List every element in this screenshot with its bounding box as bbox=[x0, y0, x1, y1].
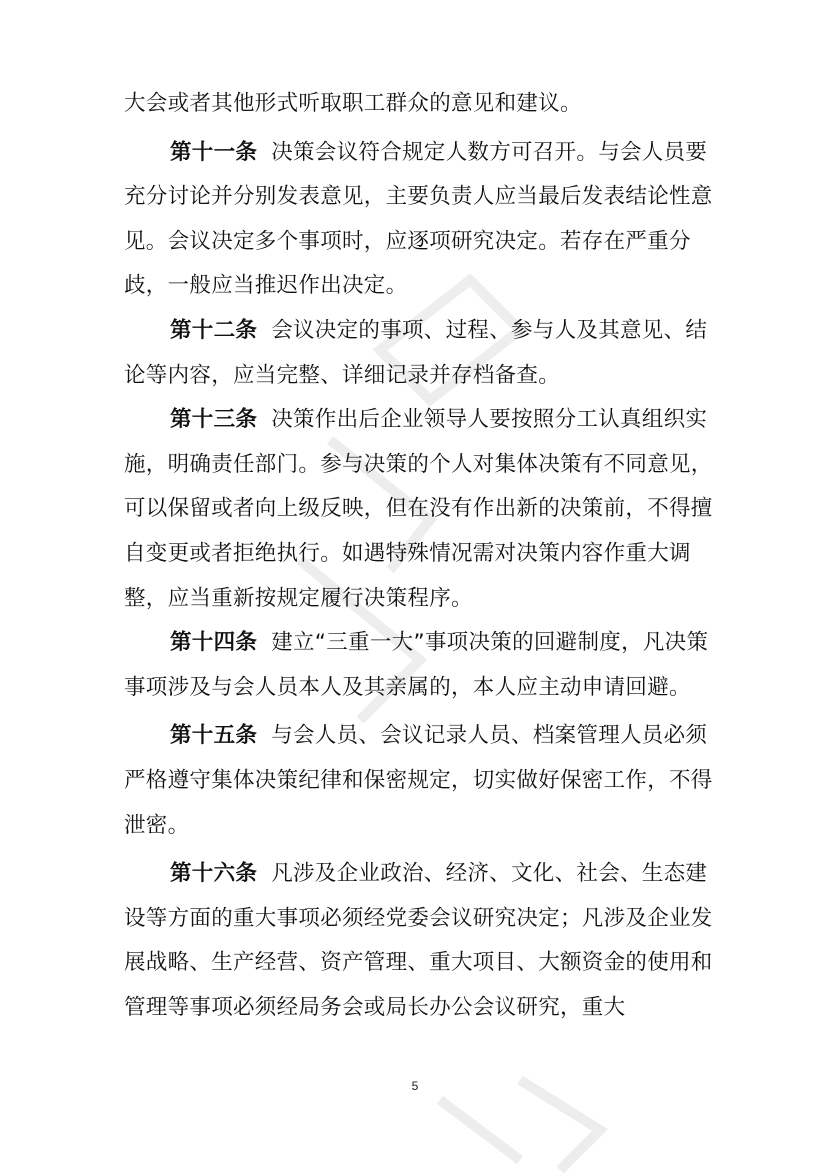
article-text: 与会人员、会议记录人员、档案管理人员必须严格遵守集体决策纪律和保密规定，切实做好保密工作，不得泄密。 bbox=[124, 723, 713, 838]
paragraph-continuation bbox=[124, 82, 714, 127]
article-11 bbox=[124, 131, 714, 309]
article-label: 第十一条 bbox=[170, 139, 258, 165]
article-text: 建立“三重一大”事项决策的回避制度，凡决策事项涉及与会人员本人及其亲属的，本人应主动申请回避。 bbox=[124, 630, 709, 700]
article-text: 凡涉及企业政治、经济、文化、社会、生态建设等方面的重大事项必须经党委会议研究决定；凡涉及企业发展战略、生产经营、资产管理、重大项目、大额资金的使用和管理等事项必须经局务会或局长办公会议研究，重大 bbox=[124, 861, 713, 1020]
article-14 bbox=[124, 621, 714, 710]
article-label: 第十六条 bbox=[170, 861, 258, 887]
article-12 bbox=[124, 309, 714, 398]
paragraph-text: 大会或者其他形式听取职工群众的意见和建议。 bbox=[124, 91, 582, 116]
article-13 bbox=[124, 398, 714, 621]
article-text: 会议决定的事项、过程、参与人及其意见、结论等内容，应当完整、详细记录并存档备查。 bbox=[124, 317, 708, 388]
article-label: 第十三条 bbox=[170, 407, 258, 433]
document-body bbox=[124, 82, 714, 1030]
article-text: 决策作出后企业领导人要按照分工认真组织实施，明确责任部门。参与决策的个人对集体决策有不同意见，可以保留或者向上级反映，但在没有作出新的决策前，不得擅自变更或者拒绝执行。如遇特殊情况需对决策内容作重大调整，应当重新按规定履行决策程序。 bbox=[124, 407, 713, 611]
article-label: 第十二条 bbox=[170, 317, 258, 343]
article-15 bbox=[124, 714, 714, 848]
article-label: 第十四条 bbox=[170, 630, 258, 656]
article-16 bbox=[124, 852, 714, 1030]
article-text: 决策会议符合规定人数方可召开。与会人员要充分讨论并分别发表意见，主要负责人应当最后发表结论性意见。会议决定多个事项时，应逐项研究决定。若存在严重分歧，一般应当推迟作出决定。 bbox=[124, 139, 713, 299]
article-label: 第十五条 bbox=[170, 723, 258, 749]
page-number: 5 bbox=[411, 1079, 419, 1093]
